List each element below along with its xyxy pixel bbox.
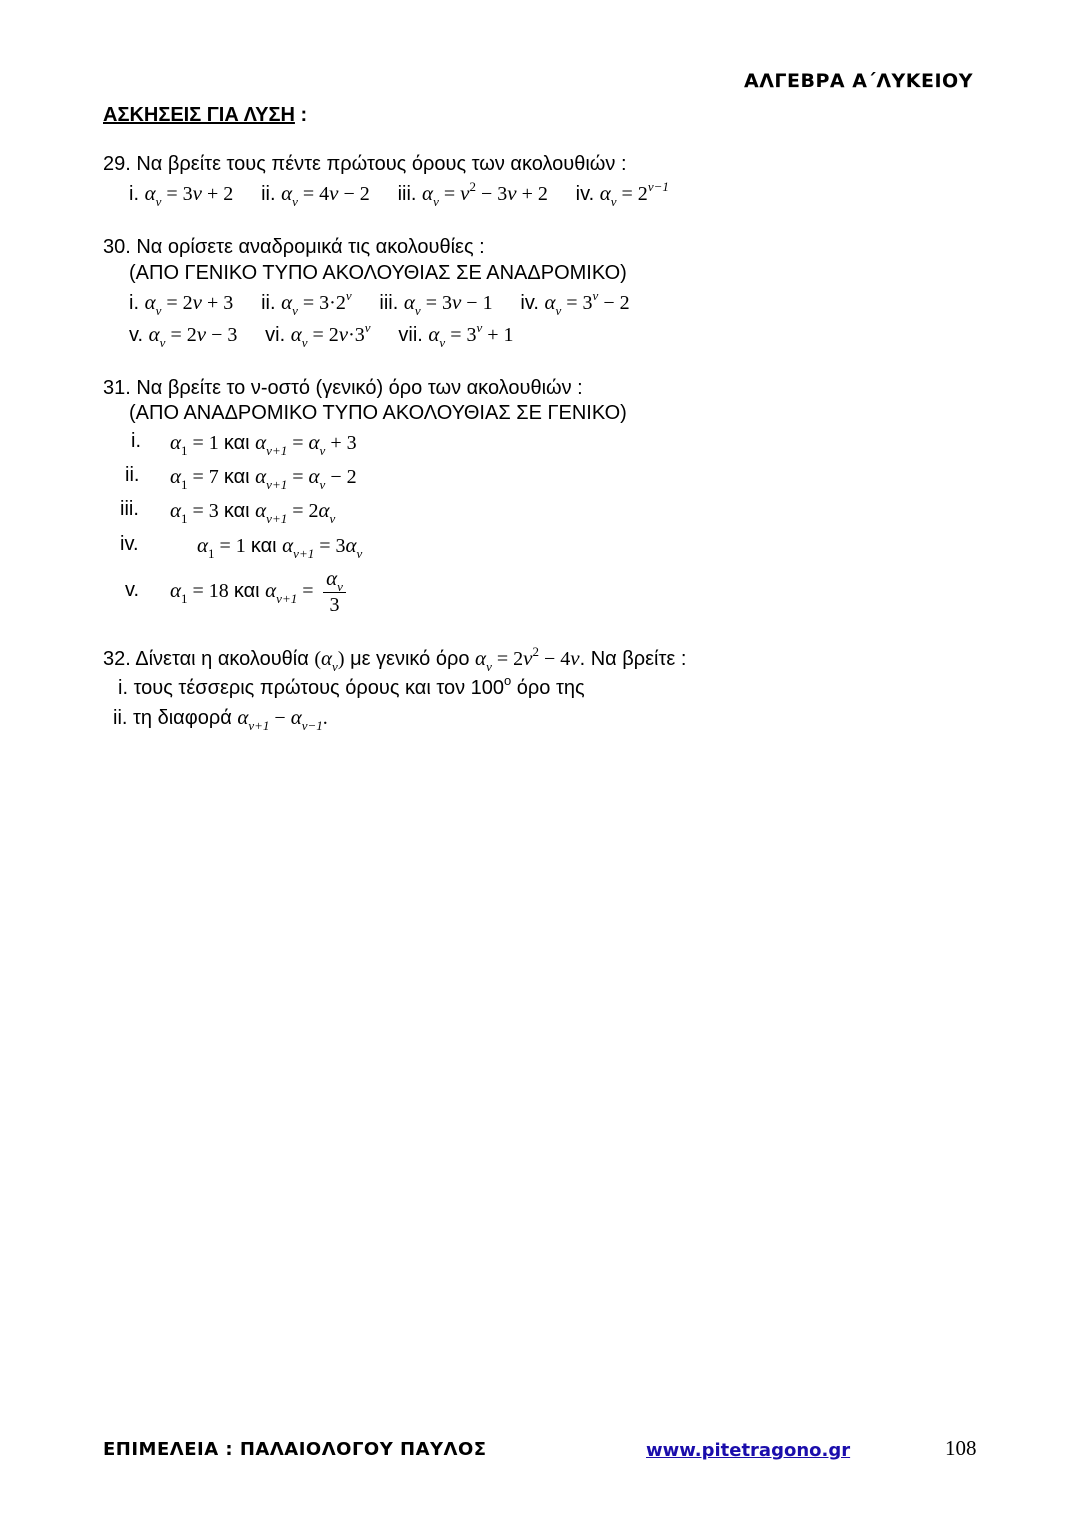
header-title: ΑΛΓΕΒΡΑ Α΄ΛΥΚΕΙΟΥ bbox=[744, 70, 973, 92]
ex32-item1-label: i. bbox=[118, 677, 128, 699]
ex30-formula-iv: $\alpha_\nu = 3^\nu - 2$ bbox=[544, 288, 630, 318]
ex29-formula-iv: $\alpha_\nu = 2^{\nu-1}$ bbox=[599, 179, 669, 209]
ex30-label-ii: ii. bbox=[261, 292, 276, 314]
ex31-label-v: v. bbox=[125, 579, 140, 601]
ex30-formula-ii: $\alpha_\nu = 3\cdot 2^\nu$ bbox=[281, 288, 352, 318]
ex32-formula: $\alpha_\nu = 2\nu^2 - 4\nu$ bbox=[475, 644, 580, 674]
ex31-formula-iii: $\alpha_1 = 3$ και $\alpha_{\nu+1} = 2\alpha_\nu$ bbox=[170, 498, 336, 526]
ex32-text-start: 32. Δίνεται η ακολουθία bbox=[103, 648, 309, 670]
ex31-formula-ii: $\alpha_1 = 7$ και $\alpha_{\nu+1} = \alpha_\nu - 2$ bbox=[170, 464, 357, 492]
ex31-label-iii: iii. bbox=[120, 498, 139, 520]
section-title-text: ΑΣΚΗΣΕΙΣ ΓΙΑ ΛΥΣΗ bbox=[103, 104, 295, 126]
ex32-text-end: . Να βρείτε : bbox=[579, 648, 687, 670]
page-number: 108 bbox=[945, 1436, 977, 1460]
exercise-31-subtitle: (ΑΠΟ ΑΝΑΔΡΟΜΙΚΟ ΤΥΠΟ ΑΚΟΛΟΥΘΙΑΣ ΣΕ ΓΕΝΙΚΟ) bbox=[129, 402, 627, 424]
exercise-32-text: 32. Δίνεται η ακολουθία $(\alpha_\nu)$ με γενικό όρο $\alpha_\nu = 2\nu^2 - 4\nu$. Να βρείτε : bbox=[103, 644, 687, 674]
ex31-label-ii: ii. bbox=[125, 464, 140, 486]
ex30-formula-v: $\alpha_\nu = 2\nu - 3$ bbox=[148, 322, 238, 350]
ex32-item2-formula: $\alpha_{\nu+1} - \alpha_{\nu-1}$. bbox=[237, 705, 328, 733]
ex30-label-i: i. bbox=[129, 292, 139, 314]
ex32-item2-label: ii. bbox=[113, 707, 128, 729]
ex29-formula-ii: $\alpha_\nu = 4\nu - 2$ bbox=[281, 181, 370, 209]
ex31-formula-iv: $\alpha_1 = 1$ και $\alpha_{\nu+1} = 3\alpha_\nu$ bbox=[197, 533, 363, 561]
ex31-kai-v: και bbox=[233, 579, 260, 602]
ex31-kai-i: και bbox=[223, 432, 250, 454]
ex31-formula-v: $\alpha_1 = 18$ και $\alpha_{\nu+1}$ = $\frac{\alpha_\nu}{3}$ bbox=[170, 566, 346, 617]
ex30-formula-vii: $\alpha_\nu = 3^\nu + 1$ bbox=[428, 320, 514, 350]
exercise-31-text: 31. Να βρείτε το ν-οστό (γενικό) όρο των ακολουθιών : bbox=[103, 377, 583, 399]
ex32-item1-tail: όρο της bbox=[516, 677, 585, 699]
ex29-formula-i: $\alpha_\nu = 3\nu + 2$ bbox=[144, 181, 234, 209]
ex32-item-i bbox=[118, 673, 585, 700]
ex30-formula-vi: $\alpha_\nu = 2\nu\cdot 3^\nu$ bbox=[290, 320, 371, 350]
ex29-label-iii: iii. bbox=[397, 183, 417, 205]
ex30-label-v: v. bbox=[129, 324, 144, 346]
ex31-kai-ii: και bbox=[223, 466, 250, 488]
ex30-label-iii: iii. bbox=[379, 292, 399, 314]
ex29-label-i: i. bbox=[129, 183, 139, 205]
exercise-30-text: 30. Να ορίσετε αναδρομικά τις ακολουθίες : bbox=[103, 236, 485, 258]
exercise-30-items-row1 bbox=[129, 288, 630, 318]
ex30-formula-i: $\alpha_\nu = 2\nu + 3$ bbox=[144, 290, 234, 318]
ex32-item-ii bbox=[113, 705, 328, 733]
ex29-label-iv: iv. bbox=[575, 183, 595, 205]
section-title-colon: : bbox=[300, 104, 308, 126]
footer-website-link[interactable] bbox=[646, 1440, 850, 1461]
ex29-label-ii: ii. bbox=[261, 183, 276, 205]
ex30-label-vi: vi. bbox=[265, 324, 286, 346]
ex31-label-iv: iv. bbox=[120, 533, 139, 555]
ex31-formula-i: $\alpha_1 = 1$ και $\alpha_{\nu+1} = \alpha_\nu + 3$ bbox=[170, 430, 357, 458]
ex30-formula-iii: $\alpha_\nu = 3\nu - 1$ bbox=[403, 290, 493, 318]
exercise-29-text: 29. Να βρείτε τους πέντε πρώτους όρους των ακολουθιών : bbox=[103, 153, 627, 175]
ex31-kai-iv: και bbox=[250, 535, 277, 557]
section-title bbox=[103, 104, 307, 127]
ex32-text-mid: με γενικό όρο bbox=[350, 648, 470, 670]
exercise-30-subtitle: (ΑΠΟ ΓΕΝΙΚΟ ΤΥΠΟ ΑΚΟΛΟΥΘΙΑΣ ΣΕ ΑΝΑΔΡΟΜΙΚΟ) bbox=[129, 262, 627, 284]
ex31-kai-iii: και bbox=[223, 500, 250, 522]
ex31-fraction-v: $\frac{\alpha_\nu}{3}$ bbox=[323, 566, 346, 617]
exercise-29-items bbox=[129, 179, 669, 209]
ex30-label-iv: iv. bbox=[520, 292, 539, 314]
footer-author: ΕΠΙΜΕΛΕΙΑ : ΠΑΛΑΙΟΛΟΓΟΥ ΠΑΥΛΟΣ bbox=[103, 1439, 487, 1460]
ex32-item2-text: τη διαφορά bbox=[133, 707, 232, 729]
ex32-item1-sup: ο bbox=[504, 673, 512, 688]
ex29-formula-iii: $\alpha_\nu = \nu^2 - 3\nu + 2$ bbox=[422, 179, 548, 209]
footer-website-text[interactable]: www.pitetragono.gr bbox=[646, 1440, 851, 1461]
ex31-label-i: i. bbox=[131, 430, 141, 452]
ex32-item1-text: τους τέσσερις πρώτους όρους και τον 100 bbox=[133, 677, 504, 699]
exercise-30-items-row2 bbox=[129, 320, 514, 350]
ex30-label-vii: vii. bbox=[398, 324, 423, 346]
